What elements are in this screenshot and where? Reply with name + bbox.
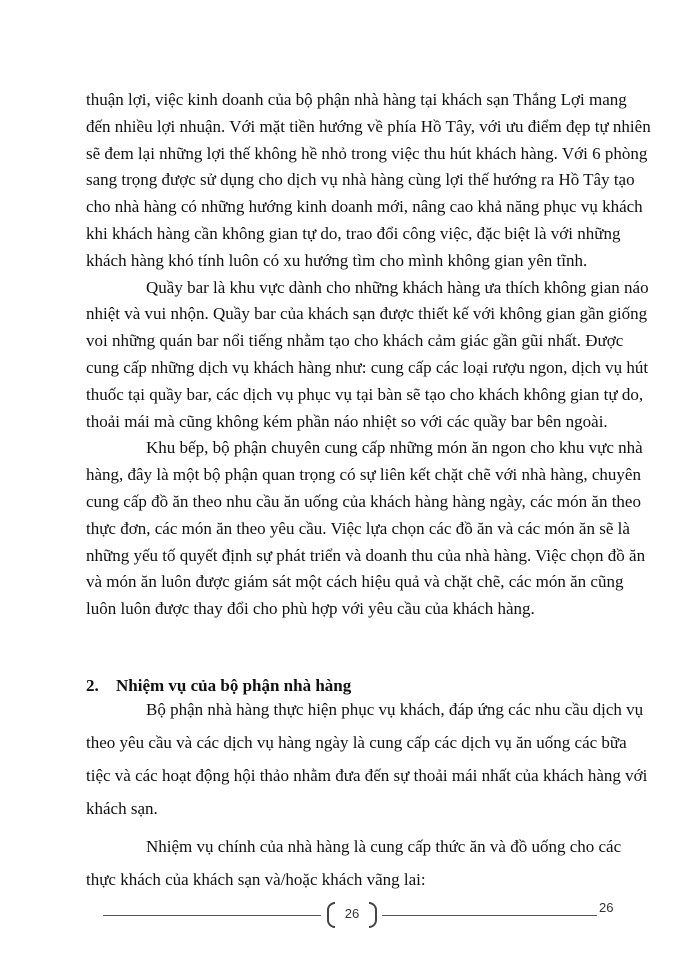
- paragraph-line: thuận lợi, việc kinh doanh của bộ phận nhà hàng tại khách sạn Thắng Lợi mang: [86, 90, 627, 109]
- section-heading: [86, 676, 351, 696]
- paragraph-line: cung cấp đồ ăn theo nhu cầu ăn uống của khách hàng hàng ngày, các món ăn theo: [86, 492, 641, 511]
- paragraph-line: khi khách hàng cần không gian tự do, trao đổi công việc, đặc biệt là với những: [86, 224, 621, 243]
- paragraph-line: thực đơn, các món ăn theo yêu cầu. Việc lựa chọn các đồ ăn và các món ăn sẽ là: [86, 519, 630, 538]
- paragraph-line: và món ăn luôn được giám sát một cách hiệu quả và chặt chẽ, các món ăn cũng: [86, 572, 624, 591]
- paragraph-line: tiệc và các hoạt động hội thảo nhằm đưa đến sự thoải mái nhất của khách hàng với: [86, 766, 648, 785]
- footer-rule-left: [103, 915, 321, 916]
- paragraph-line: Nhiệm vụ chính của nhà hàng là cung cấp thức ăn và đồ uống cho các: [146, 837, 622, 856]
- paragraph-line: đến nhiều lợi nhuận. Với mặt tiền hướng về phía Hồ Tây, với ưu điểm đẹp tự nhiên: [86, 117, 651, 136]
- paragraph-line: Quầy bar là khu vực dành cho những khách hàng ưa thích không gian náo: [146, 278, 649, 297]
- paragraph-line: cung cấp những dịch vụ khách hàng như: cung cấp các loại rượu ngon, dịch vụ hút: [86, 358, 649, 377]
- page-number-corner: 26: [599, 900, 614, 915]
- paragraph-line: hàng, đây là một bộ phận quan trọng có sự liên kết chặt chẽ với nhà hàng, chuyên: [86, 465, 641, 484]
- paragraph-line: voi những quán bar nổi tiếng nhằm tạo cho khách cảm giác gần gũi nhất. Được: [86, 331, 624, 350]
- paragraph-line: sang trọng được sử dụng cho dịch vụ nhà hàng cùng lợi thế hướng ra Hồ Tây tạo: [86, 170, 635, 189]
- section-number: 2.: [86, 676, 99, 695]
- paragraph-line: khách hàng khó tính luôn có xu hướng tìm cho mình không gian yên tĩnh.: [86, 251, 588, 270]
- paragraph-line: Bộ phận nhà hàng thực hiện phục vụ khách, đáp ứng các nhu cầu dịch vụ: [146, 700, 644, 719]
- paragraph-line: nhiệt và vui nhộn. Quầy bar của khách sạn được thiết kế với không gian gần giống: [86, 304, 648, 323]
- paragraph-line: sẽ đem lại những lợi thế không hề nhỏ trong việc thu hút khách hàng. Với 6 phòng: [86, 144, 648, 163]
- footer-rule-right: [382, 915, 597, 916]
- paragraph-line: thoải mái mà cũng không kém phần náo nhiệt so với các quầy bar bên ngoài.: [86, 412, 608, 431]
- footer-bracket-close: [369, 902, 377, 928]
- paragraph-line: thuốc tại quầy bar, các dịch vụ phục vụ tại bàn sẽ tạo cho khách không gian tự do,: [86, 385, 644, 404]
- paragraph-line: theo yêu cầu và các dịch vụ hàng ngày là cung cấp các dịch vụ ăn uống các bữa: [86, 733, 627, 752]
- paragraph-line: những yếu tố quyết định sự phát triển và doanh thu của nhà hàng. Việc chọn đồ ăn: [86, 546, 646, 565]
- footer-bracket-open: [327, 902, 335, 928]
- paragraph-line: cho nhà hàng có những hướng kinh doanh mới, nâng cao khả năng phục vụ khách: [86, 197, 643, 216]
- paragraph-line: khách sạn.: [86, 799, 158, 818]
- paragraph-line: thực khách của khách sạn và/hoặc khách vãng lai:: [86, 870, 426, 889]
- paragraph-line: luôn luôn được thay đổi cho phù hợp với yêu cầu của khách hàng.: [86, 599, 535, 618]
- page-number: 26: [344, 906, 360, 921]
- section-title: Nhiệm vụ của bộ phận nhà hàng: [116, 676, 352, 695]
- paragraph-line: Khu bếp, bộ phận chuyên cung cấp những món ăn ngon cho khu vực nhà: [146, 438, 643, 457]
